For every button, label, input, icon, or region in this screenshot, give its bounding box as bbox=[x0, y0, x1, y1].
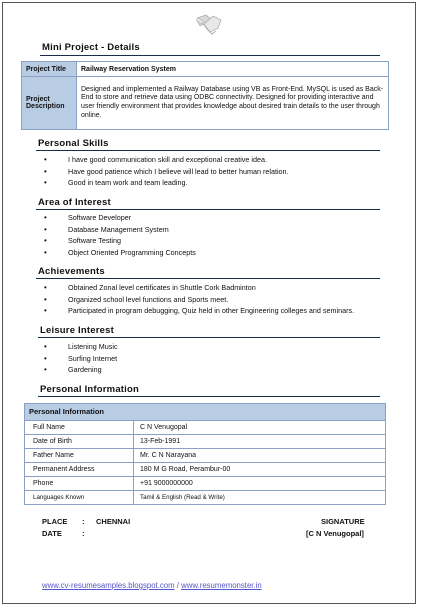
link-cv-resumesamples[interactable]: www.cv-resumesamples.blogspot.com bbox=[42, 581, 175, 590]
table-row bbox=[25, 434, 385, 448]
table-row bbox=[25, 490, 385, 504]
mini-project-rule bbox=[40, 55, 380, 56]
achievements-list bbox=[40, 282, 354, 317]
project-title-value: Railway Reservation System bbox=[77, 62, 389, 77]
list-item: • Database Management System bbox=[40, 224, 196, 236]
personal-information-table-header: Personal Information bbox=[25, 404, 385, 420]
table-row bbox=[25, 448, 385, 462]
area-of-interest-list bbox=[40, 212, 196, 258]
table-row bbox=[25, 420, 385, 434]
list-item: • Software Developer bbox=[40, 212, 196, 224]
project-table bbox=[21, 61, 389, 130]
row-label: Father Name bbox=[25, 449, 134, 462]
row-value: C N Venugopal bbox=[140, 424, 188, 431]
list-item: • Surfing Internet bbox=[40, 353, 118, 365]
achievements-heading: Achievements bbox=[38, 266, 105, 277]
list-item: • Software Testing bbox=[40, 235, 196, 247]
leisure-interest-list bbox=[40, 341, 118, 376]
footer-links bbox=[42, 581, 262, 590]
row-value: Mr. C N Narayana bbox=[140, 452, 197, 459]
personal-information-rule bbox=[38, 396, 380, 397]
leisure-interest-heading: Leisure Interest bbox=[40, 325, 114, 336]
list-item: • Obtained Zonal level certificates in Shuttle Cork Badminton bbox=[40, 282, 354, 294]
list-item: • Good in team work and team leading. bbox=[40, 177, 289, 189]
list-item: • Organized school level functions and Sports meet. bbox=[40, 294, 354, 306]
row-value: 13-Feb-1991 bbox=[140, 438, 181, 445]
table-row bbox=[25, 462, 385, 476]
project-description-label: Project Description bbox=[22, 77, 77, 130]
place-value: CHENNAI bbox=[96, 517, 131, 526]
place-separator: : bbox=[82, 517, 85, 526]
handshake-icon bbox=[194, 12, 224, 38]
date-separator: : bbox=[82, 529, 85, 538]
achievements-rule bbox=[36, 278, 380, 279]
personal-skills-list bbox=[40, 154, 289, 189]
personal-information-heading: Personal Information bbox=[40, 384, 140, 395]
row-value: +91 9000000000 bbox=[140, 480, 193, 487]
area-of-interest-heading: Area of Interest bbox=[38, 197, 111, 208]
project-description-value: Designed and implemented a Railway Database using VB as Front-End. MySQL is used as Back-End to store and retrieve data using ODBC connectivity. Designed for providing interactive and user friendly environment that provides knowledge about desired train details to the user through online. bbox=[77, 77, 389, 130]
personal-skills-heading: Personal Skills bbox=[38, 138, 109, 149]
list-item: • Have good patience which I believe will lead to better human relation. bbox=[40, 166, 289, 178]
signature-label: SIGNATURE bbox=[321, 517, 365, 526]
signature-name: [C N Venugopal] bbox=[306, 529, 364, 538]
row-label: Date of Birth bbox=[25, 435, 134, 448]
date-label: DATE bbox=[42, 529, 62, 538]
list-item: • Participated in program debugging, Quiz held in other Engineering colleges and seminars. bbox=[40, 305, 354, 317]
row-value: Tamil & English (Read & Write) bbox=[140, 494, 225, 501]
list-item: • I have good communication skill and exceptional creative idea. bbox=[40, 154, 289, 166]
area-of-interest-rule bbox=[36, 209, 380, 210]
mini-project-heading: Mini Project - Details bbox=[42, 42, 140, 53]
personal-skills-rule bbox=[36, 150, 380, 151]
link-separator: / bbox=[174, 581, 182, 590]
row-label: Languages Known bbox=[25, 491, 134, 504]
list-item: • Object Oriented Programming Concepts bbox=[40, 247, 196, 259]
leisure-interest-rule bbox=[38, 337, 380, 338]
link-resumemonster[interactable]: www.resumemonster.in bbox=[181, 581, 262, 590]
table-row bbox=[25, 476, 385, 490]
list-item: • Gardening bbox=[40, 364, 118, 376]
list-item: • Listening Music bbox=[40, 341, 118, 353]
row-value: 180 M G Road, Perambur-00 bbox=[140, 466, 231, 473]
place-label: PLACE bbox=[42, 517, 68, 526]
row-label: Permanent Address bbox=[25, 463, 134, 476]
row-label: Phone bbox=[25, 477, 134, 490]
project-title-label: Project Title bbox=[22, 62, 77, 77]
personal-information-table bbox=[24, 403, 386, 505]
row-label: Full Name bbox=[25, 421, 134, 434]
